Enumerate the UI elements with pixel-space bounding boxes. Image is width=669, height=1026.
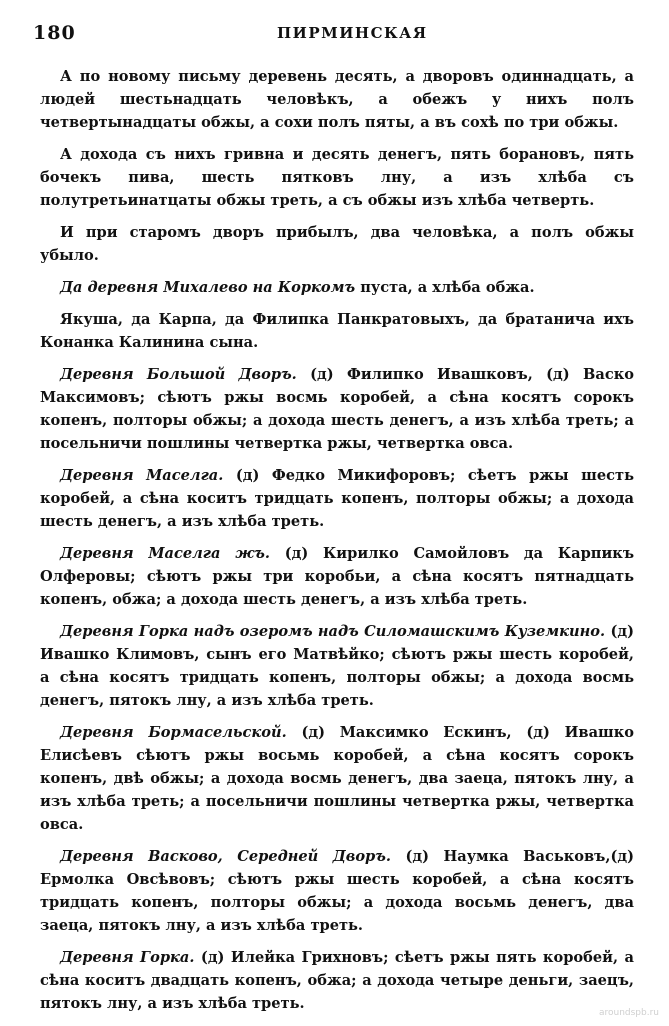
paragraph: [40, 65, 634, 134]
paragraph: [40, 542, 634, 611]
paragraph-text: пуста, а хлѣба обжа.: [355, 279, 535, 296]
village-name: Деревня Маселга.: [60, 467, 224, 484]
paragraph-text: (д) Филипко Ивашковъ, (д) Васко Максимовъ; сѣютъ ржы восмь коробей, а сѣна косятъ сорокъ копенъ, полторы обжы; а дохода шесть денегъ, а изъ хлѣба треть; а посельничи пошлины четвертка ржы, четвертка овса.: [40, 366, 634, 452]
village-name: Деревня Маселга жъ.: [60, 545, 270, 562]
paragraph-text: (д) Федко Микифоровъ; сѣетъ ржы шесть коробей, а сѣна коситъ тридцать копенъ, полторы обжы; а дохода шесть денегъ, а изъ хлѣба треть.: [40, 467, 634, 530]
village-name: Деревня Горка надъ озеромъ надъ Силомашскимъ Куземкино.: [60, 623, 606, 640]
paragraph: [40, 276, 634, 299]
paragraph: [40, 363, 634, 455]
paragraph-text: А дохода съ нихъ гривна и десять денегъ, пять борановъ, пять бочекъ пива, шесть пятковъ лну, а изъ хлѣба съ полутретьинатцаты обжы треть, а съ обжы изъ хлѣба четверть.: [40, 146, 634, 209]
page-header: [33, 22, 633, 46]
paragraph-text: (д) Кирилко Самойловъ да Карпикъ Олферовы; сѣютъ ржы три коробьи, а сѣна косятъ пятнадцать копенъ, обжа; а дохода шесть денегъ, а изъ хлѣба треть.: [40, 545, 635, 608]
page-number: 180: [33, 22, 76, 44]
paragraph: [40, 308, 634, 354]
paragraph: [40, 143, 634, 212]
paragraph-text: И при старомъ дворъ прибылъ, два человѣка, а полъ обжы убыло.: [40, 224, 634, 264]
paragraph: [40, 221, 634, 267]
paragraph-text: (д) Илейка Грихновъ; сѣетъ ржы пять коробей, а сѣна коситъ двадцать копенъ, обжа; а дохода четыре деньги, заецъ, пятокъ лну, а изъ хлѣба треть.: [40, 949, 634, 1012]
village-name: Деревня Горка.: [60, 949, 195, 966]
village-name: Деревня Васково, Середней Дворъ.: [60, 848, 391, 865]
paragraph-text: (д) Максимко Ескинъ, (д) Ивашко Елисѣевъ сѣютъ ржы восьмь коробей, а сѣна косятъ сорокъ копенъ, двѣ обжы; а дохода восмь денегъ, два заеца, пятокъ лну, а изъ хлѣба треть; а посельничи пошлины четвертка ржы, четвертка овса.: [40, 724, 634, 833]
paragraph-text: А по новому письму деревень десять, а дворовъ одиннадцать, а людей шестьнадцать человѣкъ, а обежъ у нихъ полъ четвертынадцаты обжы, а сохи полъ пяты, а въ сохѣ по три обжы.: [40, 68, 634, 131]
paragraph-text: (д) Ивашко Климовъ, сынъ его Матвѣйко; сѣютъ ржы шесть коробей, а сѣна косятъ тридцать копенъ, полторы обжы; а дохода восмь денегъ, пятокъ лну, а изъ хлѣба треть.: [40, 623, 634, 709]
village-name: Деревня Бормасельской.: [60, 724, 287, 741]
body-text: [40, 65, 634, 1024]
village-name: Да деревня Михалево на Коркомъ: [60, 279, 356, 296]
watermark: aroundspb.ru: [598, 1008, 659, 1018]
running-head: ПИРМИНСКАЯ: [277, 24, 428, 42]
paragraph: [40, 845, 634, 937]
village-name: Деревня Большой Дворъ.: [60, 366, 297, 383]
paragraph: [40, 620, 634, 712]
paragraph: [40, 721, 634, 836]
paragraph: [40, 464, 634, 533]
paragraph: [40, 946, 634, 1015]
paragraph-text: Якуша, да Карпа, да Филипка Панкратовыхъ, да братанича ихъ Конанка Калинина сына.: [40, 311, 634, 351]
paragraph-text: (д) Наумка Васьковъ,(д) Ермолка Овсѣвовъ; сѣютъ ржы шесть коробей, а сѣна косятъ тридцать копенъ, полторы обжы; а дохода восьмь денегъ, два заеца, пятокъ лну, а изъ хлѣба треть.: [40, 848, 634, 934]
